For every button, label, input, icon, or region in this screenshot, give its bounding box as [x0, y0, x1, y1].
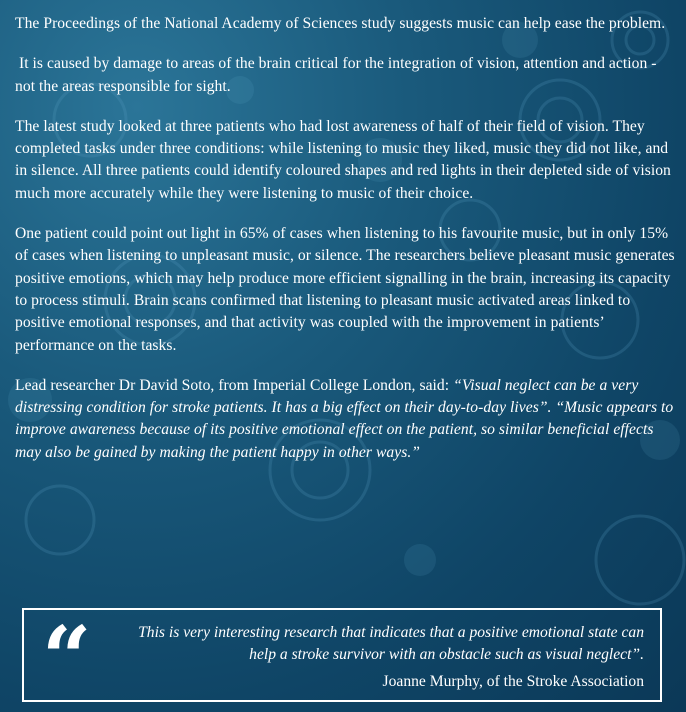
- paragraph-5-quote: “Visual neglect can be a very distressing condition for stroke patients. It has a big effect on their day-to-day lives”. “Music appears to improve awareness because of its positive emotional effect on the patient, so similar beneficial effects may also be gained by making the patient happy in other ways.”: [15, 376, 674, 461]
- pull-quote-text: This is very interesting research that indicates that a positive emotional state can help a stroke survivor with an obstacle such as visual neglect”.: [138, 624, 644, 664]
- article-body: [15, 13, 675, 482]
- pull-quote-author: Joanne Murphy, of the Stroke Association: [382, 673, 644, 690]
- quote-mark-icon: “: [42, 608, 92, 709]
- pull-quote-box: [22, 608, 662, 709]
- paragraph-2: It is caused by damage to areas of the brain critical for the integration of vision, attention and action - not the areas responsible for sight.: [15, 55, 661, 95]
- paragraph-5: [15, 375, 675, 464]
- paragraph-3: The latest study looked at three patients who had lost awareness of half of their field of vision. They completed tasks under three conditions: while listening to music they liked, music they did not like, and in silence. All three patients could identify coloured shapes and red lights in their depleted side of vision much more accurately while they were listening to music of their choice.: [15, 117, 671, 202]
- paragraph-1: The Proceedings of the National Academy of Sciences study suggests music can help ease the problem.: [15, 15, 666, 32]
- paragraph-5-lead: Lead researcher Dr David Soto, from Imperial College London, said:: [15, 376, 454, 394]
- paragraph-4: One patient could point out light in 65% of cases when listening to his favourite music, but in only 15% of cases when listening to unpleasant music, or silence. The researchers believe pleasant music generates positive emotions, which may help produce more efficient signalling in the brain, increasing its capacity to process stimuli. Brain scans confirmed that listening to pleasant music activated areas linked to positive emotional responses, and that activity was coupled with the improvement in patients’ performance on the tasks.: [15, 225, 675, 354]
